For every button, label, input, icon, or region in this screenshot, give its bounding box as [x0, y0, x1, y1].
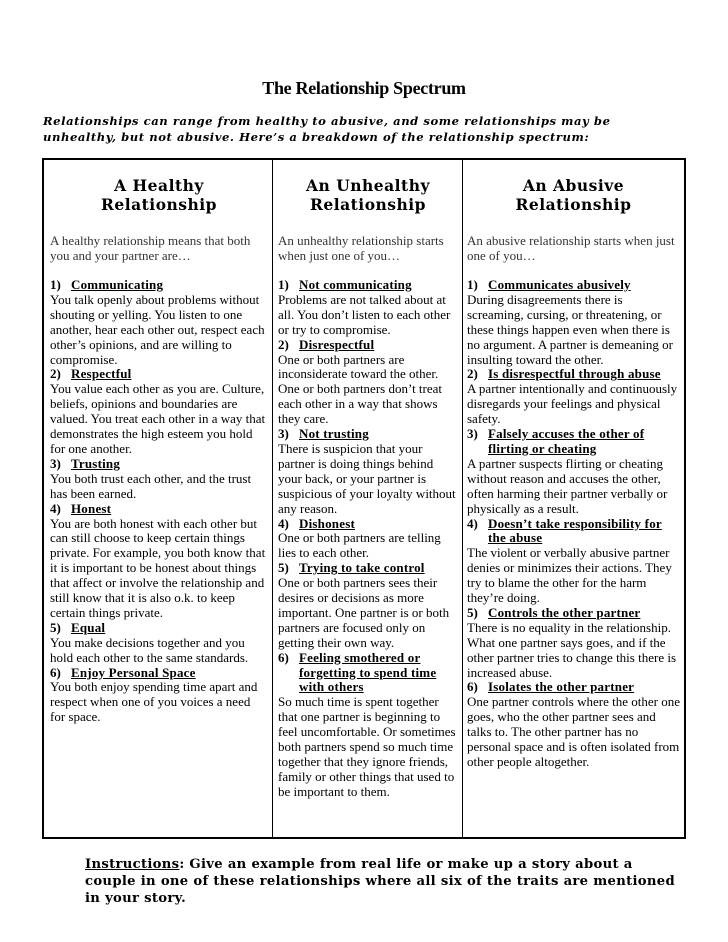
trait-description: One or both partners are inconsiderate toward the other. One or both partners don’t treat each other in a way that shows they care. [278, 351, 443, 427]
heading-line: An Unhealthy [306, 176, 430, 195]
heading-line: Relationship [100, 195, 218, 214]
trait-item [278, 427, 458, 516]
trait-number: 4) [50, 500, 61, 516]
relationship-spectrum-table [42, 158, 686, 839]
intro-paragraph: Relationships can range from healthy to abusive, and some relationships may be unhealthy, but not abusive. Here’s a breakdown of the relationship spectrum: [43, 114, 611, 144]
trait-item [467, 367, 680, 427]
column-healthy [44, 160, 273, 837]
trait-description: There is suspicion that your partner is doing things behind your back, or your partner is suspicious of your loyalty without any reason. [278, 440, 456, 516]
heading-line: A Healthy [114, 176, 204, 195]
trait-name: Honest [71, 500, 112, 516]
trait-name: Dishonest [299, 515, 355, 531]
trait-item [278, 561, 458, 650]
trait-heading [278, 427, 458, 442]
trait-item [467, 606, 680, 681]
trait-heading [50, 621, 268, 636]
trait-name: Communicating [71, 277, 164, 292]
heading-line: Relationship [309, 195, 427, 214]
trait-item [278, 651, 458, 800]
trait-name: Falsely accuses the other of flirting or cheating [488, 426, 645, 456]
trait-name: Is disrespectful through abuse [488, 366, 661, 382]
trait-number: 1) [50, 277, 61, 292]
trait-description: The violent or verbally abusive partner denies or minimizes their actions. They try to blame the other for the harm they’re doing. [467, 545, 672, 606]
trait-item [467, 680, 680, 769]
trait-description: You both enjoy spending time apart and respect when one of you voices a need for space. [50, 679, 258, 725]
column-heading [50, 176, 268, 219]
trait-heading [278, 278, 458, 293]
trait-name: Feeling smothered or forgetting to spend time with others [299, 649, 437, 695]
trait-number: 5) [50, 619, 61, 635]
trait-item [278, 338, 458, 427]
trait-description: During disagreements there is screaming, cursing, or threatening, or these things happen even when there is no argument. A partner is demeaning or insulting toward the other. [467, 291, 673, 367]
column-unhealthy [273, 160, 463, 837]
trait-heading [467, 427, 680, 457]
trait-number: 2) [467, 366, 478, 382]
trait-heading [278, 651, 458, 696]
trait-item [50, 278, 268, 367]
trait-number: 2) [278, 336, 289, 352]
trait-heading [50, 367, 268, 382]
trait-item [467, 517, 680, 606]
trait-name: Disrespectful [299, 336, 375, 352]
trait-name: Trusting [71, 455, 121, 471]
trait-name: Trying to take control [299, 560, 425, 576]
trait-heading [50, 502, 268, 517]
column-heading [467, 176, 680, 219]
trait-description: You are both honest with each other but can still choose to keep certain things private. For example, you both know that it is important to be honest about things that affect or involve the relationship and still know that it is also o.k. to keep certain things private. [50, 515, 266, 620]
column-heading [278, 176, 458, 219]
trait-item [467, 427, 680, 516]
trait-name: Communicates abusively [488, 277, 631, 292]
trait-number: 2) [50, 366, 61, 382]
trait-list [50, 278, 268, 725]
trait-list [278, 278, 458, 800]
heading-line: Relationship [515, 195, 632, 214]
trait-item [50, 502, 268, 621]
trait-heading [50, 457, 268, 472]
trait-heading [467, 278, 680, 293]
trait-name: Enjoy Personal Space [71, 664, 196, 680]
column-intro: An abusive relationship starts when just one of you… [467, 233, 675, 263]
trait-description: You make decisions together and you hold each other to the same standards. [50, 634, 249, 665]
trait-number: 6) [50, 664, 61, 680]
trait-description: You talk openly about problems without shouting or yelling. You listen to one another, hear each other out, respect each other’s opinions, and are willing to compromise. [50, 291, 265, 367]
column-intro: An unhealthy relationship starts when just one of you… [278, 233, 444, 263]
trait-number: 4) [467, 515, 478, 531]
trait-number: 6) [467, 679, 478, 695]
trait-description: One or both partners sees their desires or decisions as more important. One partner is or both partners are focused only on getting their own way. [278, 575, 450, 650]
trait-description: A partner intentionally and continuously disregards your feelings and physical safety. [467, 381, 678, 427]
column-intro: A healthy relationship means that both you and your partner are… [50, 233, 251, 263]
trait-number: 4) [278, 515, 289, 531]
trait-description: Problems are not talked about at all. You don’t listen to each other or try to compromise. [278, 291, 451, 337]
trait-number: 3) [278, 426, 289, 442]
trait-heading [278, 338, 458, 353]
trait-heading [467, 680, 680, 695]
trait-heading [50, 666, 268, 681]
trait-number: 3) [467, 426, 478, 442]
trait-description: One partner controls where the other one goes, who the other partner sees and talks to. The other partner has no personal space and is often isolated from other people altogether. [467, 694, 680, 769]
trait-name: Not trusting [299, 426, 369, 442]
trait-heading [278, 517, 458, 532]
trait-number: 1) [467, 277, 478, 292]
trait-number: 1) [278, 277, 289, 292]
trait-name: Not communicating [299, 277, 412, 292]
trait-description: You value each other as you are. Culture, beliefs, opinions and boundaries are valued. You treat each other in a way that demonstrates the high esteem you hold for one another. [50, 381, 266, 456]
trait-number: 3) [50, 455, 61, 471]
trait-number: 5) [278, 560, 289, 576]
instructions-text: : Give an example from real life or make up a story about a couple in one of these relationships where all six of the traits are mentioned in your story. [85, 857, 675, 906]
document-title: The Relationship Spectrum [262, 78, 466, 98]
trait-name: Respectful [71, 366, 132, 382]
trait-item [50, 367, 268, 456]
trait-item [50, 666, 268, 726]
trait-number: 5) [467, 604, 478, 620]
trait-heading [467, 367, 680, 382]
heading-line: An Abusive [522, 176, 625, 195]
trait-item [50, 621, 268, 666]
instructions-label: Instructions [85, 857, 180, 872]
trait-heading [50, 278, 268, 293]
trait-item [278, 278, 458, 338]
trait-name: Doesn’t take responsibility for the abuse [488, 515, 662, 546]
trait-item [278, 517, 458, 562]
trait-description: One or both partners are telling lies to each other. [278, 530, 441, 561]
trait-item [50, 457, 268, 502]
trait-description: A partner suspects flirting or cheating without reason and accuses the other, often harming their partner verbally or physically as a result. [467, 455, 668, 516]
trait-heading [278, 561, 458, 576]
trait-number: 6) [278, 649, 289, 665]
trait-list [467, 278, 680, 770]
trait-description: There is no equality in the relationship. What one partner says goes, and if the other partner tries to change this there is increased abuse. [467, 619, 677, 680]
trait-name: Isolates the other partner [488, 679, 635, 695]
trait-description: You both trust each other, and the trust has been earned. [50, 470, 252, 501]
trait-name: Equal [71, 619, 106, 635]
trait-name: Controls the other partner [488, 604, 641, 620]
trait-description: So much time is spent together that one partner is beginning to feel uncomfortable. Or sometimes both partners spend so much time together that they ignore friends, family or other things that used to be important to them. [278, 694, 456, 799]
instructions [85, 856, 685, 907]
trait-heading [467, 517, 680, 547]
column-abusive [463, 160, 684, 837]
trait-heading [467, 606, 680, 621]
trait-item [467, 278, 680, 367]
